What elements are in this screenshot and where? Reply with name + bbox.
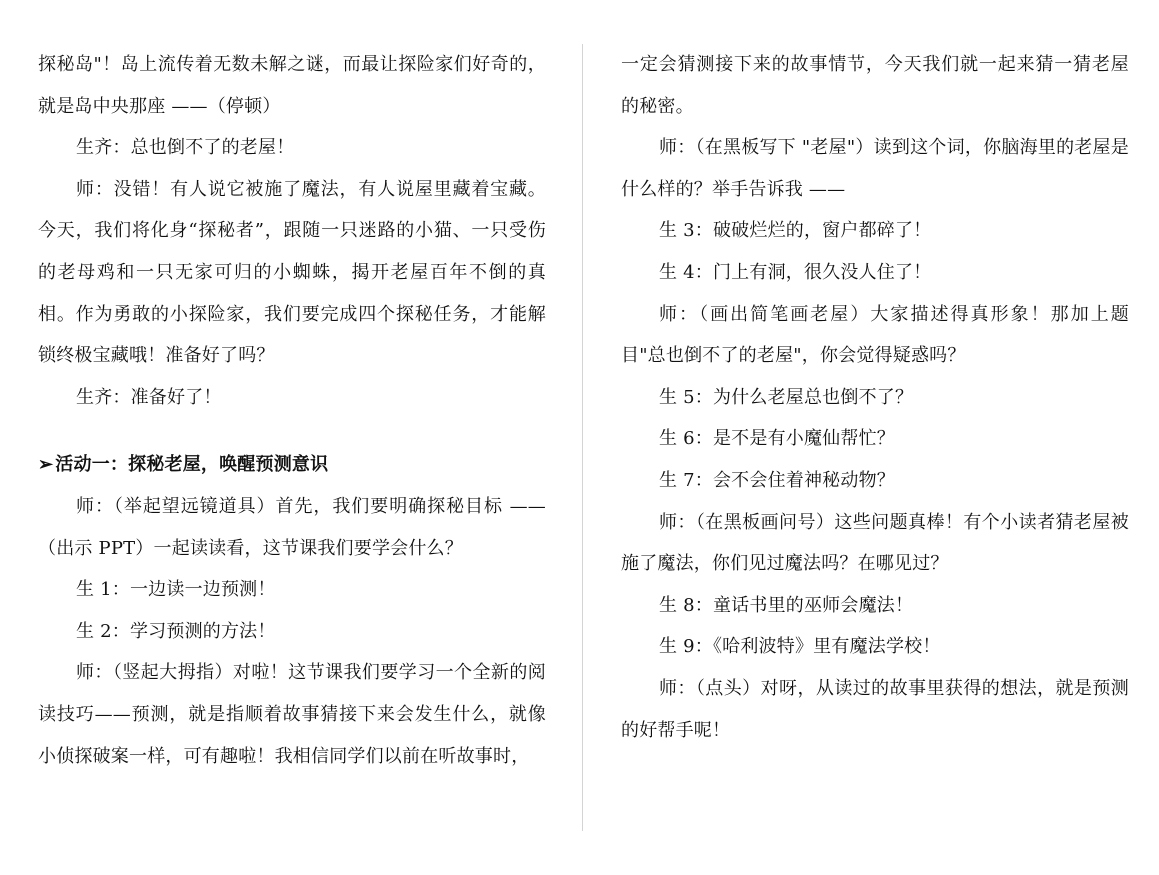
paragraph: 探秘岛"！岛上流传着无数未解之谜，而最让探险家们好奇的，就是岛中央那座 ——（停顿）: [38, 54, 546, 117]
paragraph: 生齐：准备好了！: [76, 386, 222, 408]
paragraph: 一定会猜测接下来的故事情节，今天我们就一起来猜一猜老屋的秘密。: [621, 54, 1129, 117]
paragraph: 生 4：门上有洞，很久没人住了！: [659, 261, 932, 283]
paragraph: 生 8：童话书里的巫师会魔法！: [659, 594, 914, 616]
paragraph: 生 3：破破烂烂的，窗户都碎了！: [659, 220, 932, 242]
left-column: [38, 44, 546, 777]
right-column: [621, 44, 1129, 751]
paragraph: 师：（在黑板写下 "老屋"）读到这个词，你脑海里的老屋是什么样的？举手告诉我 ——: [621, 137, 1129, 200]
spacer: [38, 418, 546, 444]
paragraph: 师：没错！有人说它被施了魔法，有人说屋里藏着宝藏。今天，我们将化身“探秘者”，跟随一只迷路的小猫、一只受伤的老母鸡和一只无家可归的小蜘蛛，揭开老屋百年不倒的真相。作为勇敢的小探险家，我们要完成四个探秘任务，才能解锁终极宝藏哦！准备好了吗？: [38, 178, 546, 367]
paragraph: 生 1：一边读一边预测！: [76, 579, 276, 601]
column-divider: [582, 44, 583, 831]
section-heading: [38, 444, 546, 486]
paragraph: 师：（竖起大拇指）对啦！这节课我们要学习一个全新的阅读技巧——预测，就是指顺着故事猜接下来会发生什么，就像小侦探破案一样，可有趣啦！我相信同学们以前在听故事时，: [38, 662, 546, 767]
paragraph: 师：（画出简笔画老屋）大家描述得真形象！那加上题目"总也倒不了的老屋"，你会觉得疑惑吗？: [621, 303, 1129, 367]
paragraph: 生齐：总也倒不了的老屋！: [76, 137, 295, 159]
paragraph: 师：（在黑板画问号）这些问题真棒！有个小读者猜老屋被施了魔法，你们见过魔法吗？在哪见过？: [621, 511, 1129, 575]
section-heading-text: 活动一：探秘老屋，唤醒预测意识: [55, 454, 329, 476]
paragraph: 生 5：为什么老屋总也倒不了？: [659, 386, 914, 408]
paragraph: 生 6：是不是有小魔仙帮忙？: [659, 428, 895, 450]
paragraph: 生 2：学习预测的方法！: [76, 620, 276, 642]
paragraph: 师：（点头）对呀，从读过的故事里获得的想法，就是预测的好帮手呢！: [621, 677, 1129, 741]
paragraph: 生 9：《哈利波特》里有魔法学校！: [659, 636, 941, 658]
arrow-bullet-icon: ➢: [38, 454, 54, 476]
paragraph: 师：（举起望远镜道具）首先，我们要明确探秘目标 ——（出示 PPT）一起读读看，这节课我们要学会什么？: [38, 495, 546, 559]
paragraph: 生 7：会不会住着神秘动物？: [659, 469, 895, 491]
